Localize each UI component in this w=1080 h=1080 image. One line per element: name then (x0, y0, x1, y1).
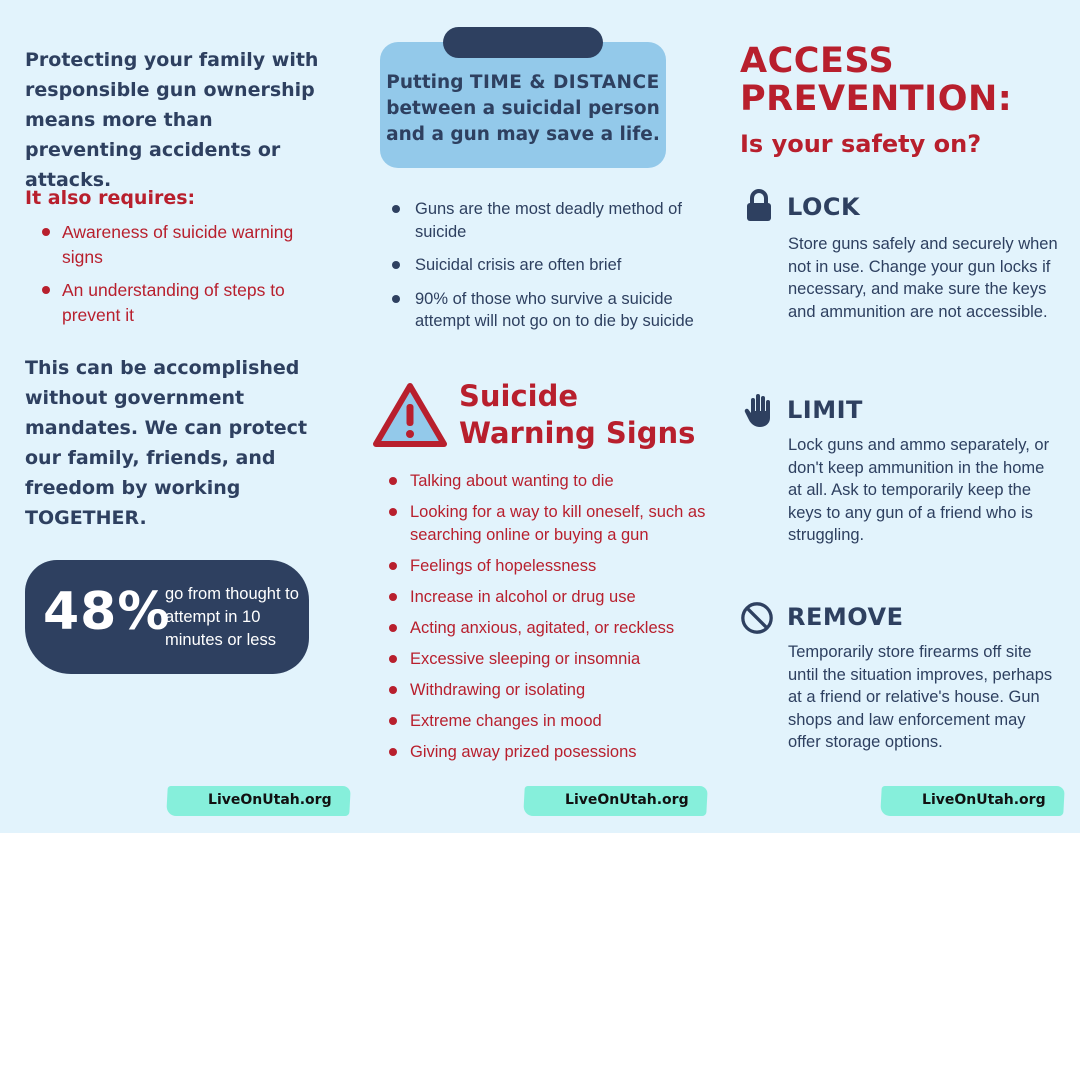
callout-emphasis: TIME & DISTANCE (469, 72, 660, 93)
step-text-lock: Store guns safely and securely when not in use. Change your gun locks if necessary, and make sure the keys and ammunition are not accessible. (788, 235, 1058, 321)
list-item: An understanding of steps to prevent it (40, 278, 330, 328)
intro-text: Protecting your family with responsible gun ownership means more than preventing accidents or attacks. (25, 49, 319, 191)
title-line1: ACCESS (740, 41, 895, 81)
list-item: Extreme changes in mood (387, 710, 712, 733)
step-title-limit: LIMIT (787, 396, 863, 424)
site-url[interactable]: LiveOnUtah.org (922, 792, 1047, 808)
access-prevention-title (740, 42, 1012, 118)
list-item: Looking for a way to kill oneself, such as searching online or buying a gun (387, 501, 712, 546)
site-tag (166, 786, 351, 816)
time-distance-callout (380, 42, 666, 168)
warning-triangle-icon (372, 382, 448, 448)
title-line2: PREVENTION: (740, 79, 1013, 119)
list-item: Acting anxious, agitated, or reckless (387, 617, 712, 640)
stat-box (25, 560, 309, 674)
callout-tab (443, 27, 603, 58)
stat-description: go from thought to attempt in 10 minutes or less (165, 585, 299, 649)
list-item: Talking about wanting to die (387, 470, 712, 493)
requires-heading: It also requires: (25, 187, 196, 209)
step-text-remove: Temporarily store firearms off site until the situation improves, perhaps at a friend or relative's house. Gun shops and law enforcement may offer storage options. (788, 643, 1053, 751)
facts-list (390, 198, 710, 344)
together-end: . (139, 507, 147, 529)
hand-icon (742, 392, 776, 428)
warning-signs-title (459, 378, 695, 452)
list-item: Giving away prized posessions (387, 741, 712, 764)
requirements-list (40, 220, 330, 336)
stat-value: 48% (43, 582, 171, 642)
list-item: Excessive sleeping or insomnia (387, 648, 712, 671)
callout-post: between a suicidal person and a gun may save a life. (386, 98, 660, 145)
padlock-icon (742, 188, 776, 224)
site-tag (523, 786, 708, 816)
callout-pre: Putting (386, 72, 470, 93)
list-item: Feelings of hopelessness (387, 555, 712, 578)
together-body: This can be accomplished without government mandates. We can protect our family, friends, and freedom by working (25, 357, 308, 499)
warning-title-line2: Warning Signs (459, 416, 696, 450)
together-emphasis: TOGETHER (25, 507, 140, 529)
site-url[interactable]: LiveOnUtah.org (208, 792, 333, 808)
prohibited-icon (740, 600, 774, 636)
step-text-limit: Lock guns and ammo separately, or don't keep ammunition in the home at all. Ask to temporarily keep the keys to any gun of a friend who is struggling. (788, 436, 1050, 544)
list-item: Awareness of suicide warning signs (40, 220, 330, 270)
list-item: Suicidal crisis are often brief (390, 254, 710, 277)
callout-text (380, 70, 666, 148)
warning-signs-list (387, 470, 712, 772)
list-item: Withdrawing or isolating (387, 679, 712, 702)
list-item: 90% of those who survive a suicide attempt will not go on to die by suicide (390, 288, 710, 333)
site-tag (880, 786, 1065, 816)
step-title-remove: REMOVE (787, 603, 904, 631)
list-item: Guns are the most deadly method of suicide (390, 198, 710, 243)
together-text (25, 353, 340, 533)
site-url[interactable]: LiveOnUtah.org (565, 792, 690, 808)
list-item: Increase in alcohol or drug use (387, 586, 712, 609)
access-prevention-subtitle: Is your safety on? (740, 130, 982, 158)
warning-title-line1: Suicide (459, 379, 579, 413)
step-title-lock: LOCK (787, 193, 861, 221)
